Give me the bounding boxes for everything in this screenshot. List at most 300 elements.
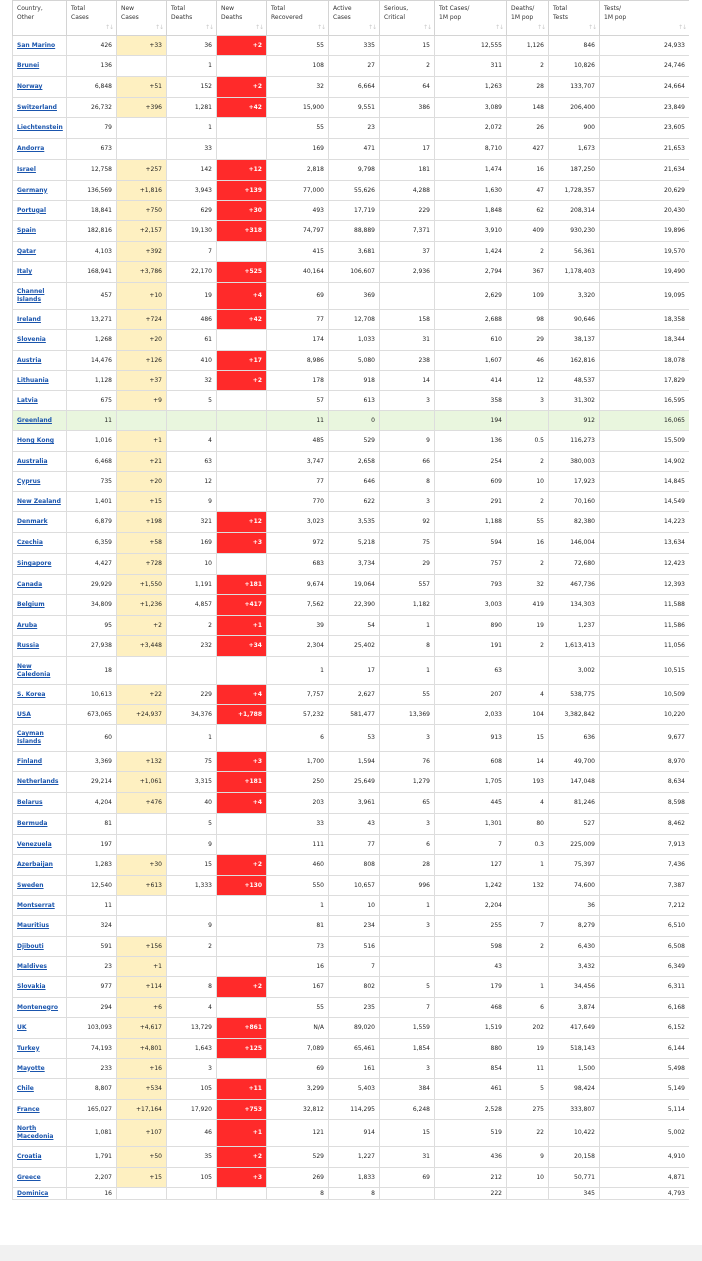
- cell-total-tests: 930,230: [549, 221, 600, 242]
- table-row: [13, 575, 690, 595]
- country-link[interactable]: Djibouti: [17, 942, 44, 950]
- cell-new-deaths: [217, 139, 267, 160]
- country-link[interactable]: Australia: [17, 457, 48, 465]
- table-row: [13, 554, 690, 575]
- cell-total-recovered: 3,747: [267, 452, 329, 472]
- country-link[interactable]: USA: [17, 710, 31, 718]
- country-link[interactable]: Greece: [17, 1173, 41, 1181]
- column-header-label: Total: [71, 5, 86, 12]
- cell-active-cases: 25,402: [329, 636, 380, 657]
- country-link[interactable]: Finland: [17, 757, 43, 765]
- cell-active-cases: 529: [329, 431, 380, 452]
- country-link[interactable]: France: [17, 1105, 40, 1113]
- column-header-total-deaths[interactable]: [167, 1, 217, 36]
- cell-new-cases: [117, 139, 167, 160]
- column-header-active-cases[interactable]: [329, 1, 380, 36]
- cell-new-deaths: +17: [217, 351, 267, 371]
- cell-serious-critical: 6: [380, 835, 435, 855]
- cell-new-deaths: +34: [217, 636, 267, 657]
- cell-serious-critical: [380, 411, 435, 431]
- cell-tests-per-1m: 23,849: [600, 98, 690, 118]
- cell-deaths-per-1m: 148: [507, 98, 549, 118]
- column-header-label: Total: [553, 5, 568, 12]
- table-row: [13, 814, 690, 835]
- country-link[interactable]: Liechtenstein: [17, 124, 63, 131]
- cell-tests-per-1m: 5,149: [600, 1079, 690, 1100]
- cell-cases-per-1m: 609: [435, 472, 507, 492]
- cell-country: [13, 1120, 67, 1147]
- cell-cases-per-1m: 291: [435, 492, 507, 512]
- cell-country: [13, 242, 67, 262]
- sort-arrows-icon[interactable]: ↑↓: [154, 24, 163, 31]
- column-header-serious-critical[interactable]: [380, 1, 435, 36]
- cell-total-recovered: N/A: [267, 1018, 329, 1039]
- cell-total-cases: 675: [67, 391, 117, 411]
- cell-new-deaths: [217, 1188, 267, 1200]
- cell-serious-critical: 31: [380, 330, 435, 351]
- cell-active-cases: 918: [329, 371, 380, 391]
- country-link[interactable]: Dominica: [17, 1189, 49, 1197]
- sort-arrows-icon[interactable]: ↑↓: [536, 24, 545, 31]
- table-row: [13, 431, 690, 452]
- country-link[interactable]: Denmark: [17, 518, 48, 525]
- cell-tests-per-1m: 11,056: [600, 636, 690, 657]
- cell-total-cases: 294: [67, 998, 117, 1018]
- cell-total-recovered: 250: [267, 772, 329, 793]
- cell-total-cases: 18,841: [67, 201, 117, 221]
- country-stats-table: [12, 0, 689, 1200]
- cell-total-deaths: 229: [167, 685, 217, 705]
- cell-total-tests: 636: [549, 725, 600, 752]
- cell-total-tests: 74,600: [549, 876, 600, 896]
- cell-active-cases: 55,626: [329, 181, 380, 201]
- country-link[interactable]: Bermuda: [17, 820, 48, 827]
- table-row: [13, 835, 690, 855]
- cell-new-deaths: [217, 411, 267, 431]
- table-body: [13, 36, 690, 1200]
- country-link[interactable]: S. Korea: [17, 690, 46, 698]
- country-link[interactable]: Cyprus: [17, 477, 41, 485]
- cell-total-tests: 206,400: [549, 98, 600, 118]
- cell-deaths-per-1m: 1: [507, 977, 549, 998]
- cell-new-cases: +33: [117, 36, 167, 56]
- column-header-label: Other: [17, 14, 35, 21]
- cell-total-recovered: 550: [267, 876, 329, 896]
- cell-serious-critical: 76: [380, 752, 435, 772]
- cell-new-cases: +1,550: [117, 575, 167, 595]
- sort-arrows-icon[interactable]: ↑↓: [316, 24, 325, 31]
- cell-new-cases: [117, 56, 167, 77]
- cell-serious-critical: 1,279: [380, 772, 435, 793]
- cell-total-cases: 29,929: [67, 575, 117, 595]
- cell-active-cases: 5,403: [329, 1079, 380, 1100]
- cell-total-cases: 13,271: [67, 310, 117, 330]
- table-row: [13, 657, 690, 685]
- country-link[interactable]: Slovenia: [17, 336, 46, 343]
- cell-new-deaths: [217, 330, 267, 351]
- column-header-label: Cases: [121, 14, 139, 21]
- country-link[interactable]: Channel Islands: [17, 288, 45, 303]
- cell-cases-per-1m: 1,630: [435, 181, 507, 201]
- country-link[interactable]: New Zealand: [17, 497, 61, 505]
- column-header-cases-per-1m[interactable]: [435, 1, 507, 36]
- cell-serious-critical: 1,182: [380, 595, 435, 616]
- cell-total-cases: 233: [67, 1059, 117, 1079]
- cell-serious-critical: 3: [380, 492, 435, 512]
- cell-country: [13, 616, 67, 636]
- cell-deaths-per-1m: 202: [507, 1018, 549, 1039]
- table-row: [13, 77, 690, 98]
- column-header-new-deaths[interactable]: [217, 1, 267, 36]
- sort-arrows-icon[interactable]: ↑↓: [204, 24, 213, 31]
- cell-deaths-per-1m: 47: [507, 181, 549, 201]
- country-link[interactable]: Qatar: [17, 247, 37, 255]
- cell-active-cases: 10: [329, 896, 380, 916]
- cell-new-deaths: [217, 242, 267, 262]
- column-header-new-cases[interactable]: [117, 1, 167, 36]
- cell-total-deaths: 13,729: [167, 1018, 217, 1039]
- country-link[interactable]: Austria: [17, 356, 42, 364]
- table-row: [13, 201, 690, 221]
- country-link[interactable]: Czechia: [17, 539, 43, 546]
- cell-new-cases: +156: [117, 937, 167, 957]
- cell-new-cases: +613: [117, 876, 167, 896]
- column-header-country[interactable]: [13, 1, 67, 36]
- cell-total-recovered: 493: [267, 201, 329, 221]
- horizontal-scrollbar[interactable]: [0, 1245, 702, 1261]
- cell-active-cases: 581,477: [329, 705, 380, 725]
- cell-cases-per-1m: 1,424: [435, 242, 507, 262]
- cell-active-cases: 369: [329, 283, 380, 310]
- cell-tests-per-1m: 13,634: [600, 533, 690, 554]
- cell-active-cases: 43: [329, 814, 380, 835]
- sort-arrows-icon[interactable]: ↑↓: [367, 24, 376, 31]
- country-link[interactable]: North Macedonia: [17, 1125, 54, 1140]
- cell-new-deaths: +12: [217, 160, 267, 181]
- country-link[interactable]: Belarus: [17, 799, 43, 806]
- cell-total-cases: 81: [67, 814, 117, 835]
- cell-tests-per-1m: 11,588: [600, 595, 690, 616]
- cell-country: [13, 472, 67, 492]
- cell-deaths-per-1m: 9: [507, 1147, 549, 1168]
- cell-total-deaths: 9: [167, 916, 217, 937]
- cell-total-cases: 182,816: [67, 221, 117, 242]
- country-link[interactable]: Singapore: [17, 560, 52, 567]
- cell-tests-per-1m: 7,436: [600, 855, 690, 876]
- country-link[interactable]: Venezuela: [17, 840, 52, 848]
- country-link[interactable]: Sweden: [17, 881, 44, 889]
- cell-active-cases: 914: [329, 1120, 380, 1147]
- cell-cases-per-1m: 1,242: [435, 876, 507, 896]
- country-link[interactable]: Azerbaijan: [17, 861, 53, 868]
- cell-total-deaths: 5: [167, 391, 217, 411]
- cell-deaths-per-1m: 4: [507, 685, 549, 705]
- cell-country: [13, 139, 67, 160]
- cell-total-cases: 136,569: [67, 181, 117, 201]
- cell-total-cases: 12,540: [67, 876, 117, 896]
- column-header-total-cases[interactable]: [67, 1, 117, 36]
- column-header-deaths-per-1m[interactable]: [507, 1, 549, 36]
- cell-deaths-per-1m: 409: [507, 221, 549, 242]
- cell-new-deaths: +2: [217, 1147, 267, 1168]
- table-row: [13, 1079, 690, 1100]
- cell-new-deaths: +318: [217, 221, 267, 242]
- cell-deaths-per-1m: 12: [507, 371, 549, 391]
- sort-arrows-icon[interactable]: ↑↓: [587, 24, 596, 31]
- cell-total-deaths: 12: [167, 472, 217, 492]
- cell-country: [13, 725, 67, 752]
- cell-deaths-per-1m: 2: [507, 636, 549, 657]
- cell-country: [13, 492, 67, 512]
- country-link[interactable]: Brunei: [17, 62, 40, 69]
- cell-total-cases: 103,093: [67, 1018, 117, 1039]
- cell-total-deaths: 34,376: [167, 705, 217, 725]
- cell-new-deaths: [217, 56, 267, 77]
- country-link[interactable]: Norway: [17, 83, 43, 90]
- cell-total-cases: 591: [67, 937, 117, 957]
- cell-new-cases: +4,801: [117, 1039, 167, 1059]
- cell-active-cases: 7: [329, 957, 380, 977]
- cell-country: [13, 896, 67, 916]
- sort-arrows-icon[interactable]: ↑↓: [422, 24, 431, 31]
- cell-total-deaths: 105: [167, 1079, 217, 1100]
- cell-total-deaths: 3: [167, 1059, 217, 1079]
- cell-cases-per-1m: 1,607: [435, 351, 507, 371]
- cell-tests-per-1m: 8,598: [600, 793, 690, 814]
- column-header-tests-per-1m[interactable]: [600, 1, 690, 36]
- cell-active-cases: 17: [329, 657, 380, 685]
- country-link[interactable]: Croatia: [17, 1153, 42, 1160]
- cell-cases-per-1m: 3,910: [435, 221, 507, 242]
- cell-total-cases: 457: [67, 283, 117, 310]
- country-link[interactable]: Canada: [17, 580, 43, 588]
- cell-country: [13, 1147, 67, 1168]
- column-header-total-recovered[interactable]: [267, 1, 329, 36]
- table-row: [13, 181, 690, 201]
- cell-total-deaths: 1: [167, 118, 217, 139]
- table-row: [13, 56, 690, 77]
- cell-cases-per-1m: 2,688: [435, 310, 507, 330]
- table-row: [13, 242, 690, 262]
- country-link[interactable]: Netherlands: [17, 778, 59, 785]
- cell-total-recovered: 55: [267, 118, 329, 139]
- cell-new-deaths: +1,788: [217, 705, 267, 725]
- cell-active-cases: 3,535: [329, 512, 380, 533]
- country-link[interactable]: Greenland: [17, 416, 52, 424]
- column-header-total-tests[interactable]: [549, 1, 600, 36]
- table-row: [13, 616, 690, 636]
- country-link[interactable]: UK: [17, 1024, 27, 1031]
- cell-total-tests: 1,237: [549, 616, 600, 636]
- cell-deaths-per-1m: 55: [507, 512, 549, 533]
- cell-total-recovered: 57,232: [267, 705, 329, 725]
- cell-new-deaths: [217, 452, 267, 472]
- country-link[interactable]: Turkey: [17, 1044, 40, 1052]
- cell-cases-per-1m: 913: [435, 725, 507, 752]
- cell-serious-critical: 238: [380, 351, 435, 371]
- cell-serious-critical: [380, 283, 435, 310]
- cell-new-cases: [117, 916, 167, 937]
- cell-deaths-per-1m: 2: [507, 554, 549, 575]
- cell-new-cases: +22: [117, 685, 167, 705]
- cell-total-cases: 12,758: [67, 160, 117, 181]
- country-link[interactable]: Switzerland: [17, 103, 57, 111]
- country-link[interactable]: Andorra: [17, 145, 45, 152]
- column-header-label: 1M pop: [439, 14, 462, 21]
- country-link[interactable]: Israel: [17, 166, 36, 173]
- sort-arrows-icon[interactable]: ↑↓: [494, 24, 503, 31]
- cell-deaths-per-1m: [507, 957, 549, 977]
- cell-new-deaths: +42: [217, 98, 267, 118]
- country-link[interactable]: Hong Kong: [17, 437, 55, 444]
- cell-new-deaths: +3: [217, 1168, 267, 1188]
- cell-tests-per-1m: 20,629: [600, 181, 690, 201]
- cell-active-cases: 89,020: [329, 1018, 380, 1039]
- cell-cases-per-1m: 8,710: [435, 139, 507, 160]
- sort-arrows-icon[interactable]: ↑↓: [254, 24, 263, 31]
- cell-total-tests: 72,680: [549, 554, 600, 575]
- country-link[interactable]: Belgium: [17, 601, 45, 608]
- cell-country: [13, 1039, 67, 1059]
- cell-tests-per-1m: 18,344: [600, 330, 690, 351]
- sort-arrows-icon[interactable]: ↑↓: [104, 24, 113, 31]
- cell-tests-per-1m: 19,095: [600, 283, 690, 310]
- country-link[interactable]: Lithuania: [17, 376, 49, 384]
- cell-deaths-per-1m: 367: [507, 262, 549, 283]
- cell-new-deaths: [217, 814, 267, 835]
- cell-serious-critical: 2: [380, 56, 435, 77]
- cell-deaths-per-1m: 132: [507, 876, 549, 896]
- country-link[interactable]: Germany: [17, 186, 48, 194]
- table-row: [13, 330, 690, 351]
- cell-total-deaths: 22,170: [167, 262, 217, 283]
- cell-new-deaths: +3: [217, 752, 267, 772]
- cell-tests-per-1m: 6,152: [600, 1018, 690, 1039]
- cell-total-tests: 3,002: [549, 657, 600, 685]
- cell-new-cases: [117, 725, 167, 752]
- cell-cases-per-1m: 436: [435, 1147, 507, 1168]
- country-link[interactable]: Portugal: [17, 206, 47, 214]
- country-link[interactable]: Italy: [17, 268, 33, 275]
- cell-country: [13, 221, 67, 242]
- table-row: [13, 160, 690, 181]
- cell-cases-per-1m: 2,204: [435, 896, 507, 916]
- cell-tests-per-1m: 12,393: [600, 575, 690, 595]
- cell-total-recovered: 3,299: [267, 1079, 329, 1100]
- cell-tests-per-1m: 6,349: [600, 957, 690, 977]
- cell-country: [13, 937, 67, 957]
- cell-total-tests: 538,775: [549, 685, 600, 705]
- cell-new-deaths: [217, 998, 267, 1018]
- cell-new-deaths: [217, 937, 267, 957]
- cell-total-recovered: 2,304: [267, 636, 329, 657]
- country-link[interactable]: Mayotte: [17, 1064, 45, 1072]
- country-link[interactable]: Ireland: [17, 315, 41, 323]
- cell-tests-per-1m: 4,793: [600, 1188, 690, 1200]
- cell-total-tests: 116,273: [549, 431, 600, 452]
- cell-cases-per-1m: 63: [435, 657, 507, 685]
- country-link[interactable]: San Marino: [17, 41, 56, 49]
- cell-deaths-per-1m: 15: [507, 725, 549, 752]
- sort-arrows-icon[interactable]: ↑↓: [677, 24, 686, 31]
- country-link[interactable]: Chile: [17, 1085, 34, 1092]
- cell-active-cases: 3,961: [329, 793, 380, 814]
- country-link[interactable]: Montserrat: [17, 901, 55, 909]
- cell-total-recovered: 2,818: [267, 160, 329, 181]
- cell-new-deaths: +4: [217, 793, 267, 814]
- cell-serious-critical: 6,248: [380, 1100, 435, 1120]
- cell-serious-critical: 386: [380, 98, 435, 118]
- cell-cases-per-1m: 793: [435, 575, 507, 595]
- country-link[interactable]: Cayman Islands: [17, 730, 44, 745]
- cell-country: [13, 595, 67, 616]
- cell-total-deaths: 142: [167, 160, 217, 181]
- cell-total-cases: 18: [67, 657, 117, 685]
- cell-total-tests: 49,700: [549, 752, 600, 772]
- cell-tests-per-1m: 6,510: [600, 916, 690, 937]
- cell-country: [13, 452, 67, 472]
- cell-tests-per-1m: 24,933: [600, 36, 690, 56]
- country-link[interactable]: Maldives: [17, 962, 47, 970]
- cell-total-recovered: 73: [267, 937, 329, 957]
- cell-total-tests: 467,736: [549, 575, 600, 595]
- cell-new-deaths: +2: [217, 855, 267, 876]
- country-link[interactable]: Aruba: [17, 621, 38, 629]
- table-row: [13, 98, 690, 118]
- cell-total-tests: 6,430: [549, 937, 600, 957]
- table-row: [13, 533, 690, 554]
- country-link[interactable]: Montenegro: [17, 1003, 59, 1011]
- cell-serious-critical: 1: [380, 616, 435, 636]
- cell-active-cases: 9,798: [329, 160, 380, 181]
- table-row: [13, 705, 690, 725]
- cell-new-deaths: +4: [217, 685, 267, 705]
- column-header-label: Tot Cases/: [439, 5, 470, 12]
- cell-deaths-per-1m: 14: [507, 752, 549, 772]
- cell-total-cases: 74,193: [67, 1039, 117, 1059]
- cell-serious-critical: 17: [380, 139, 435, 160]
- cell-country: [13, 835, 67, 855]
- cell-active-cases: 1,594: [329, 752, 380, 772]
- cell-serious-critical: 181: [380, 160, 435, 181]
- cell-deaths-per-1m: 5: [507, 1079, 549, 1100]
- cell-cases-per-1m: 461: [435, 1079, 507, 1100]
- table-row: [13, 139, 690, 160]
- country-link[interactable]: New Caledonia: [17, 662, 51, 678]
- cell-deaths-per-1m: 32: [507, 575, 549, 595]
- cell-total-cases: 16: [67, 1188, 117, 1200]
- cell-total-tests: 10,422: [549, 1120, 600, 1147]
- cell-country: [13, 1188, 67, 1200]
- cell-total-deaths: 19,130: [167, 221, 217, 242]
- cell-total-recovered: 167: [267, 977, 329, 998]
- country-link[interactable]: Slovakia: [17, 983, 46, 990]
- cell-total-recovered: 11: [267, 411, 329, 431]
- cell-country: [13, 1168, 67, 1188]
- country-link[interactable]: Mauritius: [17, 922, 50, 929]
- cell-total-recovered: 77: [267, 472, 329, 492]
- country-link[interactable]: Latvia: [17, 396, 38, 404]
- cell-total-cases: 10,613: [67, 685, 117, 705]
- country-link[interactable]: Russia: [17, 642, 40, 649]
- country-link[interactable]: Spain: [17, 227, 36, 234]
- cell-total-recovered: 1: [267, 896, 329, 916]
- cell-total-tests: 380,003: [549, 452, 600, 472]
- cell-total-deaths: 35: [167, 1147, 217, 1168]
- cell-total-recovered: 8,986: [267, 351, 329, 371]
- cell-total-deaths: 1,281: [167, 98, 217, 118]
- cell-deaths-per-1m: 2: [507, 492, 549, 512]
